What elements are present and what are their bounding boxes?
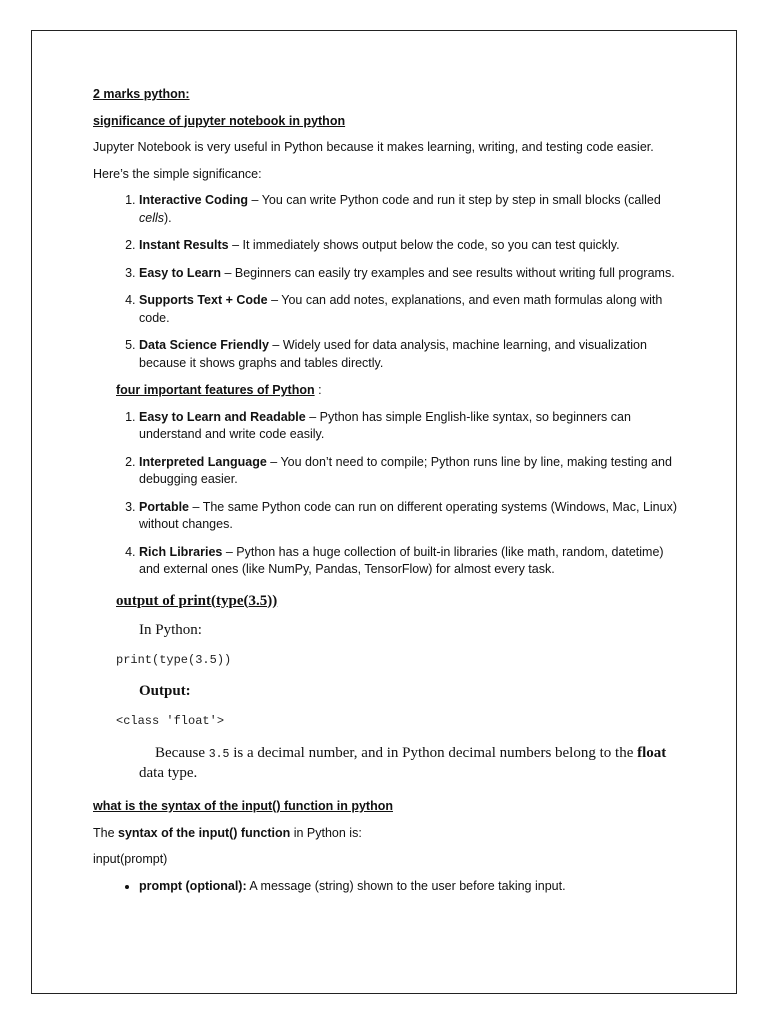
list-item: 2. Interpreted Language – You don’t need to compile; Python runs line by line, making testing and debugging easier. xyxy=(139,454,683,489)
code-output: <class 'float'> xyxy=(116,713,225,728)
input-params-list xyxy=(93,878,683,896)
list-item: 1. Interactive Coding – You can write Python code and run it step by step in small blocks (called cells). xyxy=(139,192,683,227)
list-item: 5. Data Science Friendly – Widely used for data analysis, machine learning, and visualization because it shows graphs and tables directly. xyxy=(139,337,683,372)
input-syntax: input(prompt) xyxy=(93,852,168,866)
list-item: 4. Rich Libraries – Python has a huge collection of built-in libraries (like math, random, datetime) and external ones (like NumPy, Pandas, TensorFlow) for almost every task. xyxy=(139,544,683,579)
jupyter-lead: Here’s the simple significance: xyxy=(93,166,262,181)
list-item: • prompt (optional): A message (string) shown to the user before taking input. xyxy=(139,878,683,896)
list-item: 1. Easy to Learn and Readable – Python has simple English-like syntax, so beginners can understand and write code easily. xyxy=(139,409,683,444)
code-snippet: print(type(3.5)) xyxy=(116,652,232,667)
section-heading-input-syntax: what is the syntax of the input() function in python xyxy=(93,799,393,813)
explanation: Because 3.5 is a decimal number, and in Python decimal numbers belong to the float data type. xyxy=(139,745,667,781)
section-heading-print-type: output of print(type(3.5)) xyxy=(116,592,278,609)
jupyter-significance-list xyxy=(93,192,683,372)
document-title: 2 marks python: xyxy=(93,87,190,101)
list-item: 2. Instant Results – It immediately shows output below the code, so you can test quickly. xyxy=(139,237,683,255)
section-heading-features: four important features of Python : xyxy=(116,383,322,397)
list-item: 3. Portable – The same Python code can run on different operating systems (Windows, Mac, Linux) without changes. xyxy=(139,499,683,534)
in-python-label: In Python: xyxy=(139,622,202,638)
section-heading-jupyter: significance of jupyter notebook in python xyxy=(93,113,346,128)
python-features-list xyxy=(93,409,683,579)
jupyter-intro: Jupyter Notebook is very useful in Python because it makes learning, writing, and testing code easier. xyxy=(93,140,654,154)
list-item: 3. Easy to Learn – Beginners can easily try examples and see results without writing full programs. xyxy=(139,265,683,283)
input-syntax-intro: The syntax of the input() function in Python is: xyxy=(93,825,362,840)
list-item: 4. Supports Text + Code – You can add notes, explanations, and even math formulas along with code. xyxy=(139,292,683,327)
output-label: Output: xyxy=(139,683,191,699)
document-body xyxy=(93,86,683,905)
